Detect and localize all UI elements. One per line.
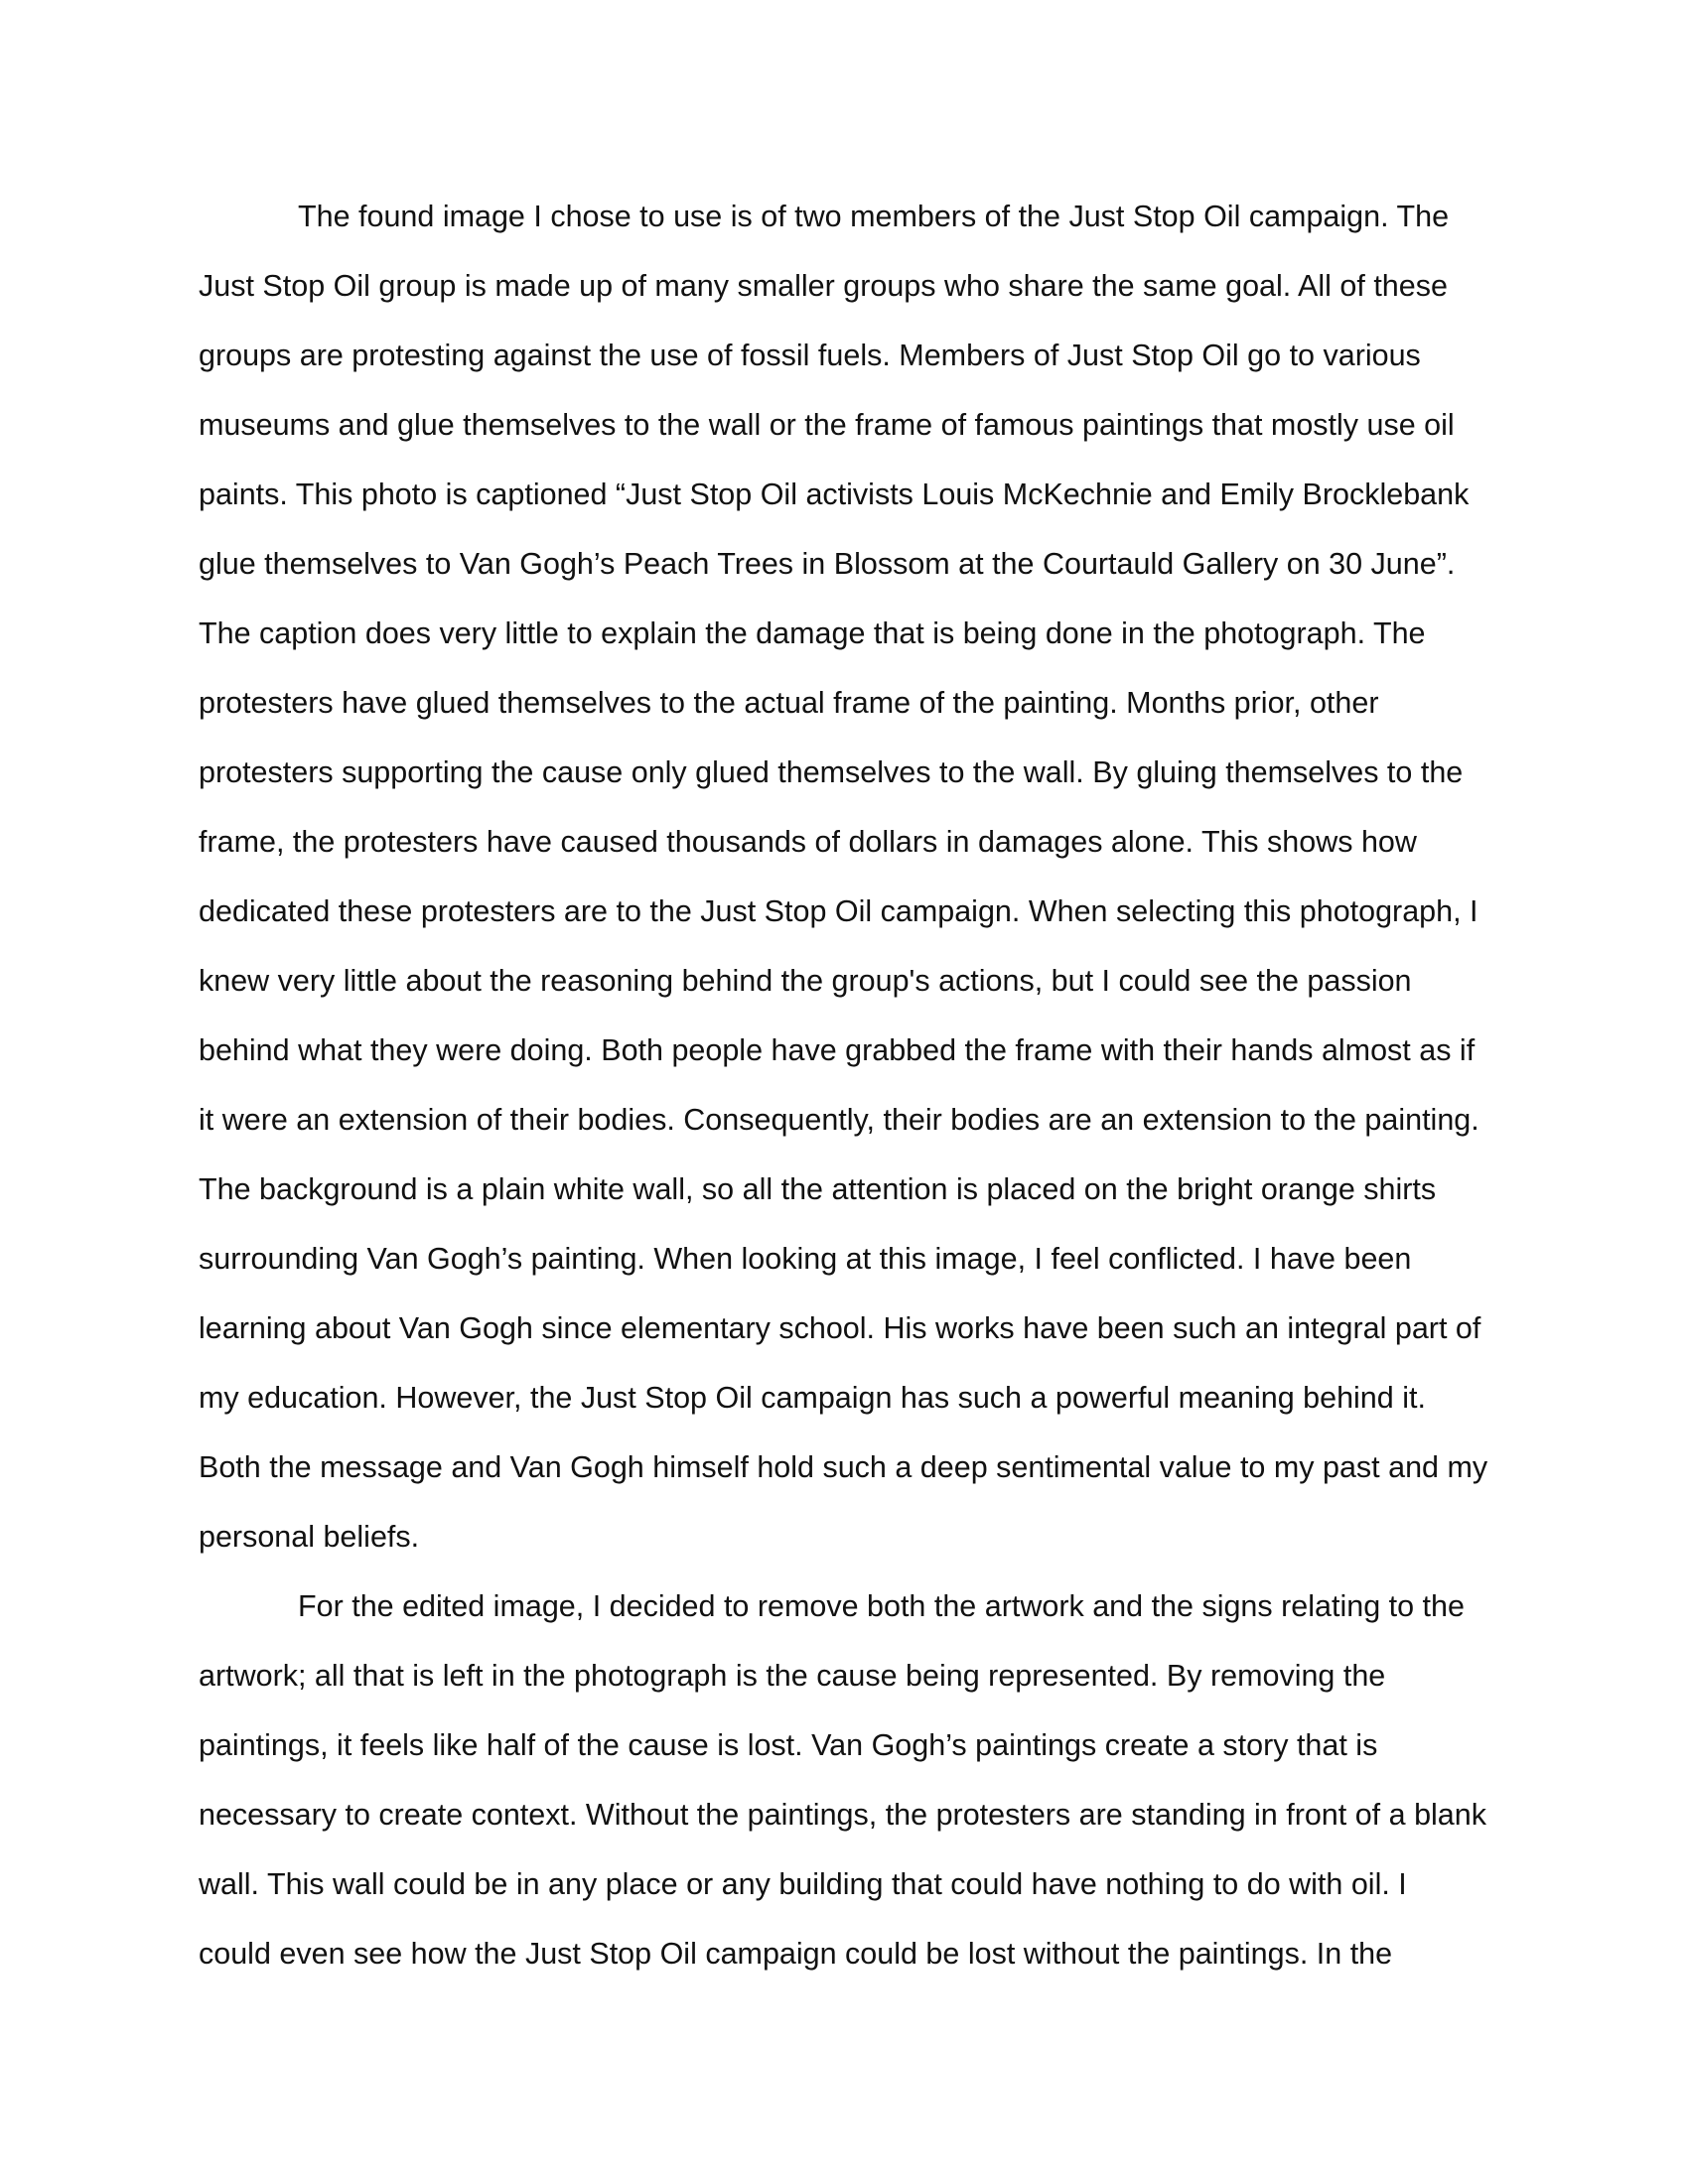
text-line: glue themselves to Van Gogh’s Peach Trees in Blossom at the Courtauld Gallery on 30 June”. <box>199 547 1456 581</box>
text-line: dedicated these protesters are to the Just Stop Oil campaign. When selecting this photograph, I <box>199 894 1478 928</box>
text-line: personal beliefs. <box>199 1520 420 1554</box>
text-line: The found image I chose to use is of two members of the Just Stop Oil campaign. The <box>298 200 1450 233</box>
text-line: artwork; all that is left in the photograph is the cause being represented. By removing the <box>199 1659 1386 1693</box>
text-line: my education. However, the Just Stop Oil campaign has such a powerful meaning behind it. <box>199 1381 1426 1415</box>
text-line: knew very little about the reasoning behind the group's actions, but I could see the passion <box>199 964 1412 998</box>
text-line: Both the message and Van Gogh himself hold such a deep sentimental value to my past and my <box>199 1450 1488 1484</box>
text-line: surrounding Van Gogh’s painting. When looking at this image, I feel conflicted. I have been <box>199 1242 1412 1276</box>
text-line: paints. This photo is captioned “Just Stop Oil activists Louis McKechnie and Emily Brocklebank <box>199 478 1470 511</box>
text-line: protesters have glued themselves to the actual frame of the painting. Months prior, other <box>199 686 1379 720</box>
text-line: museums and glue themselves to the wall or the frame of famous paintings that mostly use oil <box>199 408 1455 442</box>
text-line: it were an extension of their bodies. Consequently, their bodies are an extension to the painting. <box>199 1103 1479 1137</box>
text-line: frame, the protesters have caused thousands of dollars in damages alone. This shows how <box>199 825 1417 859</box>
text-line: The background is a plain white wall, so all the attention is placed on the bright orange shirts <box>199 1172 1437 1206</box>
text-line: For the edited image, I decided to remove both the artwork and the signs relating to the <box>298 1589 1465 1623</box>
text-line: The caption does very little to explain the damage that is being done in the photograph. The <box>199 616 1426 650</box>
essay-body <box>199 195 1489 2001</box>
text-line: protesters supporting the cause only glued themselves to the wall. By gluing themselves to the <box>199 755 1464 789</box>
text-line: behind what they were doing. Both people have grabbed the frame with their hands almost as if <box>199 1033 1476 1067</box>
paragraph-found-image <box>199 195 1489 1584</box>
text-line: learning about Van Gogh since elementary school. His works have been such an integral part of <box>199 1311 1481 1345</box>
text-line: Just Stop Oil group is made up of many smaller groups who share the same goal. All of these <box>199 269 1448 303</box>
text-line: wall. This wall could be in any place or any building that could have nothing to do with oil. I <box>199 1867 1407 1901</box>
text-line: paintings, it feels like half of the cause is lost. Van Gogh’s paintings create a story that is <box>199 1728 1378 1762</box>
text-line: groups are protesting against the use of fossil fuels. Members of Just Stop Oil go to various <box>199 339 1421 372</box>
paragraph-edited-image <box>199 1584 1489 2001</box>
text-line: necessary to create context. Without the paintings, the protesters are standing in front of a blank <box>199 1798 1486 1832</box>
text-line: could even see how the Just Stop Oil campaign could be lost without the paintings. In the <box>199 1937 1393 1971</box>
